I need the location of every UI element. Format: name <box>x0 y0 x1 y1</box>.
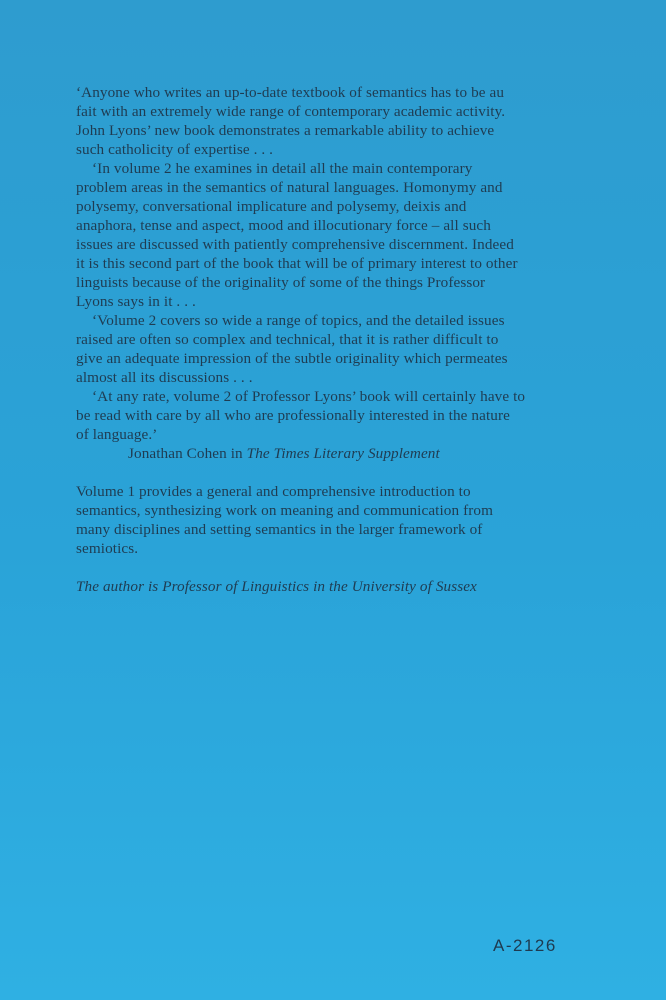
spacer <box>76 558 526 577</box>
review-paragraph-2: ‘In volume 2 he examines in detail all the main contemporary problem areas in the semantics of natural languages. Homonymy and polysemy, conversational implicature and polysemy, deixis and anaphora, tense and aspect, mood and illocutionary force – all such issues are discussed with patiently comprehensive discernment. Indeed it is this second part of the book that will be of primary interest to other linguists because of the originality of some of the things Professor Lyons says in it . . . <box>76 160 518 310</box>
spacer <box>76 463 526 482</box>
review-paragraph-1: ‘Anyone who writes an up-to-date textbook of semantics has to be au fait with an extremely wide range of contemporary academic activity. John Lyons’ new book demonstrates a remarkable ability to achieve such catholicity of expertise . . . <box>76 84 506 158</box>
review-attribution <box>76 444 526 463</box>
review-paragraph-4: ‘At any rate, volume 2 of Professor Lyons’ book will certainly have to be read with care by all who are professionally interested in the nature of language.’ <box>76 388 526 443</box>
attribution-source: The Times Literary Supplement <box>246 445 440 462</box>
author-note: The author is Professor of Linguistics in the University of Sussex <box>76 578 477 595</box>
catalog-number: A-2126 <box>493 936 557 955</box>
volume-description: Volume 1 provides a general and comprehensive introduction to semantics, synthesizing work on meaning and communication from many disciplines and setting semantics in the larger framework of semiotics. <box>76 483 494 557</box>
blurb-text-block <box>76 83 526 596</box>
attribution-author: Jonathan Cohen in <box>128 445 247 462</box>
review-paragraph-3: ‘Volume 2 covers so wide a range of topics, and the detailed issues raised are often so complex and technical, that it is rather difficult to give an adequate impression of the subtle originality which permeates almost all its discussions . . . <box>76 312 508 386</box>
